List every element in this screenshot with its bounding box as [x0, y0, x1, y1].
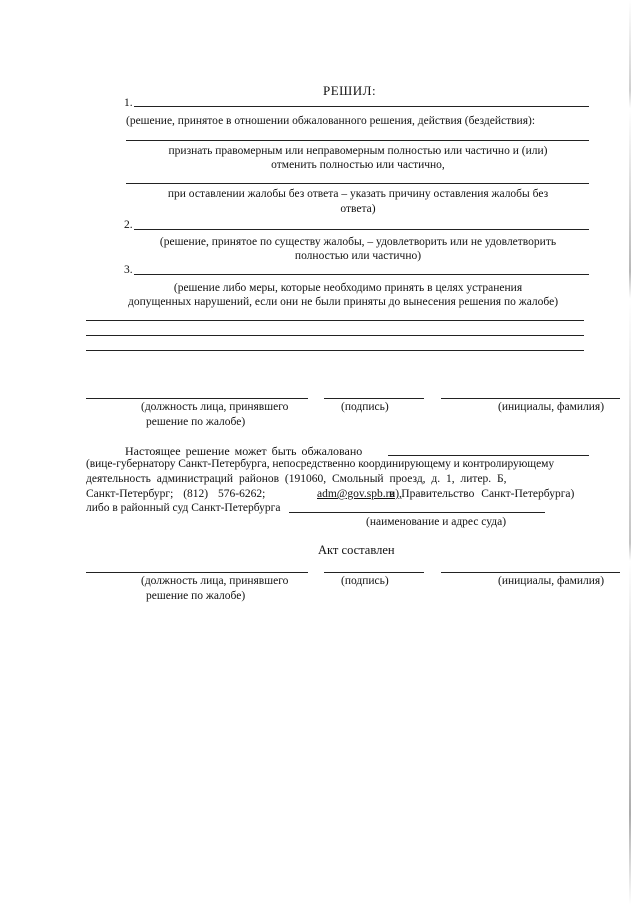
- appeal-line-5: либо в районный суд Санкт-Петербурга: [86, 502, 281, 514]
- sig2-position-line: [86, 572, 308, 573]
- blank-line-3: [86, 350, 584, 351]
- sig1-sign-line: [324, 398, 424, 399]
- option-a-line: [126, 140, 589, 141]
- sig2-sign-line: [324, 572, 424, 573]
- appeal-line-4a: Санкт-Петербург; (812) 576-6262;: [86, 488, 266, 500]
- item-2-field: [134, 229, 589, 230]
- option-a-text-2: отменить полностью или частично,: [271, 159, 445, 171]
- item-3-field: [134, 274, 589, 275]
- option-a-text-1: признать правомерным или неправомерным полностью или частично и (или): [168, 145, 548, 157]
- item-1-field: [134, 106, 589, 107]
- blank-line-2: [86, 335, 584, 336]
- page-title: РЕШИЛ:: [323, 83, 377, 98]
- sig1-name-caption: (инициалы, фамилия): [498, 401, 605, 413]
- court-caption: (наименование и адрес суда): [366, 516, 507, 528]
- sig2-name-caption: (инициалы, фамилия): [498, 575, 605, 587]
- item-3-caption-2: допущенных нарушений, если они не были приняты до вынесения решения по жалобе): [127, 296, 559, 308]
- blank-line-1: [86, 320, 584, 321]
- sig1-position-line: [86, 398, 308, 399]
- sig2-name-line: [441, 572, 620, 573]
- appeal-line-4b: в Правительство Санкт-Петербурга): [389, 488, 575, 500]
- item-2-number: 2.: [124, 219, 133, 231]
- appeal-line-3: деятельность администраций районов (191060, Смольный проезд, д. 1, литер. Б,: [86, 473, 507, 485]
- appeal-line-1: Настоящее решение может быть обжаловано: [125, 444, 363, 458]
- option-b-line: [126, 183, 589, 184]
- sig2-position-caption-1: (должность лица, принявшего: [141, 575, 289, 587]
- option-b-text-2: ответа): [340, 203, 376, 215]
- item-2-caption-1: (решение, принятое по существу жалобы, – удовлетворить или не удовлетворить: [159, 236, 557, 248]
- item-1-caption: (решение, принятое в отношении обжалованного решения, действия (бездействия):: [126, 115, 536, 127]
- sig1-sign-caption: (подпись): [341, 401, 389, 413]
- scan-edge-artifact: [629, 0, 631, 905]
- item-3-caption-1: (решение либо меры, которые необходимо принять в целях устранения: [173, 282, 523, 294]
- appeal-authority-field: [388, 455, 589, 456]
- sig1-name-line: [441, 398, 620, 399]
- sig2-sign-caption: (подпись): [341, 575, 389, 587]
- sig1-position-caption-1: (должность лица, принявшего: [141, 401, 289, 413]
- sig1-position-caption-2: решение по жалобе): [146, 416, 246, 428]
- item-3-number: 3.: [124, 264, 133, 276]
- item-2-caption-2: полностью или частично): [294, 250, 422, 262]
- appeal-email: adm@gov.spb.ru),: [317, 488, 402, 500]
- item-1-number: 1.: [124, 97, 133, 109]
- option-b-text-1: при оставлении жалобы без ответа – указать причину оставления жалобы без: [167, 188, 549, 200]
- court-field: [289, 512, 545, 513]
- appeal-line-2: (вице-губернатору Санкт-Петербурга, непосредственно координирующему и контролирующему: [86, 458, 555, 470]
- act-title: Акт составлен: [318, 543, 395, 557]
- sig2-position-caption-2: решение по жалобе): [146, 590, 246, 602]
